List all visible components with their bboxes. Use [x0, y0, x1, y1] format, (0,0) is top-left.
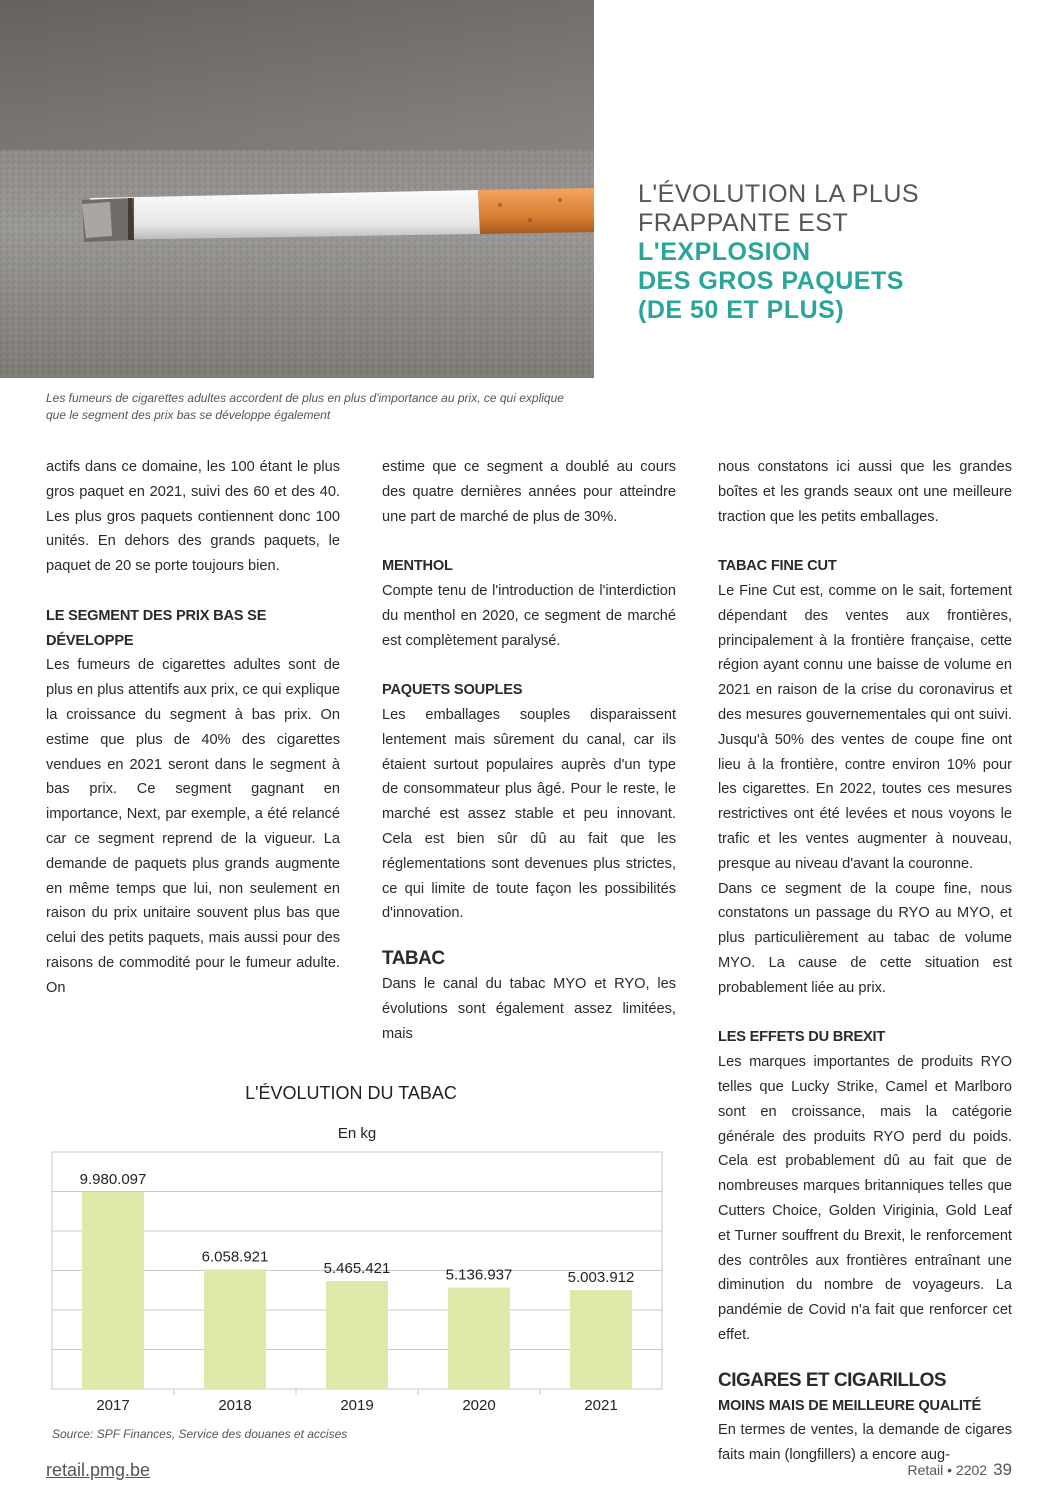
photo-caption: Les fumeurs de cigarettes adultes accordent de plus en plus d'importance au prix, ce qui explique que le segment des prix bas se développe également	[46, 391, 564, 422]
data-label: 5.136.937	[445, 1266, 513, 1284]
data-label: 5.465.421	[323, 1260, 391, 1278]
section-heading-prix-bas	[46, 604, 340, 654]
paragraph: estime que ce segment a doublé au cours des quatre dernières années pour atteindre une part de marché de plus de 30%.	[382, 459, 676, 525]
data-label: 5.003.912	[567, 1269, 635, 1287]
bar	[326, 1281, 388, 1389]
x-tick-label: 2019	[340, 1397, 374, 1414]
chart-source: Source: SPF Finances, Service des douanes et accises	[52, 1427, 348, 1441]
pull-quote-highlight: DES GROS PAQUETS	[638, 267, 904, 295]
chart-svg	[46, 1072, 676, 1422]
paragraph: Le Fine Cut est, comme on le sait, fortement dépendant des ventes aux frontières, principalement à la frontière française, cette région ayant connu une baisse de volume en 2021 en raison de la crise du coronavirus et des mesures gouvernementales qui ont suivi. Jusqu'à 50% des ventes de coupe fine ont lieu à la frontière, contre environ 10% pour les cigarettes. En 2022, toutes ces mesures restrictives ont été levées et nous voyons le trafic et les ventes augmenter à nouveau, presque au niveau d'avant la couronne.	[718, 582, 1012, 872]
paragraph: En termes de ventes, la demande de cigares faits main (longfillers) a encore aug-	[718, 1422, 1012, 1464]
subheading-qualite: MOINS MAIS DE MEILLEURE QUALITÉ	[718, 1397, 981, 1414]
heading-line: LE SEGMENT DES PRIX BAS SE	[46, 607, 267, 624]
section-heading-tabac: TABAC	[382, 948, 445, 970]
chart-subtitle: En kg	[337, 1125, 377, 1142]
cigarette-photo	[0, 0, 594, 378]
chart-title: L'ÉVOLUTION DU TABAC	[245, 1083, 457, 1103]
section-heading-brexit: LES EFFETS DU BREXIT	[718, 1029, 886, 1046]
section-heading-cigares: CIGARES ET CIGARILLOS	[718, 1369, 947, 1391]
paragraph: Les emballages souples disparaissent lentement mais sûrement du canal, car ils étaient surtout populaires auprès d'un type de consommateur plus âgé. Pour le reste, le marché est assez stable et peu innovant. Cela est bien sûr dû au fait que les réglementations sont devenues plus strictes, ce qui limite de toute façon les possibilités d'innovation.	[382, 706, 676, 922]
paragraph: Compte tenu de l'introduction de l'interdiction du menthol en 2020, ce segment de marché est complètement paralysé.	[382, 582, 676, 649]
section-heading-menthol: MENTHOL	[382, 558, 453, 575]
section-heading-paquets-souples: PAQUETS SOUPLES	[382, 682, 523, 699]
pull-quote-line: FRAPPANTE EST	[638, 209, 849, 237]
bar	[204, 1269, 266, 1389]
x-tick-label: 2018	[218, 1397, 252, 1414]
pull-quote-line: L'ÉVOLUTION LA PLUS	[638, 180, 920, 208]
paragraph: Les marques importantes de produits RYO telles que Lucky Strike, Camel et Marlboro sont en croissance, mais la catégorie générale des produits RYO perd du poids. Cela est probablement dû au fait que de nombreuses marques britanniques telles que Cutters Choice, Golden Viriginia, Gold Leaf et Turner souffrent du Brexit, le renforcement des contrôles aux frontières entraînant une diminution du nombre de voyageurs. La pandémie de Covid n'a fait que renforcer cet effet.	[718, 1054, 1012, 1343]
paragraph: Dans le canal du tabac MYO et RYO, les évolutions sont également assez limitées, mais	[382, 976, 676, 1042]
pull-quote-highlight: L'EXPLOSION	[638, 238, 811, 266]
paragraph: Les fumeurs de cigarettes adultes sont de plus en plus attentifs aux prix, ce qui explique la croissance du segment à bas prix. On estime que plus de 40% des cigarettes vendues en 2021 seront dans le segment à bas prix. Ce segment gagnant en importance, Next, par exemple, a été relancé car ce segment reprend de la vigueur. La demande de paquets plus grands augmente en même temps que lui, non seulement en raison du prix unitaire souvent plus bas que celui des petits paquets, mais aussi pour des raisons de commodité pour le fumeur adulte. On	[46, 657, 340, 996]
article-column-3	[718, 455, 1012, 1468]
bar	[82, 1192, 144, 1389]
article-column-1	[46, 455, 340, 1001]
data-label: 6.058.921	[201, 1248, 269, 1266]
bar	[570, 1290, 632, 1389]
issue-label: Retail • 2202	[907, 1462, 988, 1478]
section-heading-fine-cut: TABAC FINE CUT	[718, 558, 837, 575]
data-label: 9.980.097	[79, 1170, 147, 1188]
x-tick-label: 2020	[462, 1397, 496, 1414]
paragraph: Dans ce segment de la coupe fine, nous constatons un passage du RYO au MYO, et plus particulièrement au tabac de volume MYO. La cause de cette situation est probablement liée au prix.	[718, 880, 1012, 996]
footer-issue	[907, 1460, 1012, 1480]
paragraph: nous constatons ici aussi que les grandes boîtes et les grands seaux ont une meilleure traction que les petits emballages.	[718, 459, 1012, 525]
bar	[448, 1288, 510, 1389]
footer-site-link[interactable]: retail.pmg.be	[46, 1460, 151, 1480]
x-tick-label: 2017	[96, 1397, 130, 1414]
tabac-bar-chart	[46, 1072, 676, 1432]
pull-quote	[638, 180, 1038, 325]
pull-quote-highlight: (DE 50 ET PLUS)	[638, 296, 845, 324]
x-tick-label: 2021	[584, 1397, 618, 1414]
heading-line: DÉVELOPPE	[46, 632, 134, 649]
paragraph: actifs dans ce domaine, les 100 étant le plus gros paquet en 2021, suivi des 60 et des 40. Les plus gros paquets contiennent donc 100 unités. En dehors des grands paquets, le paquet de 20 se porte toujours bien.	[46, 459, 340, 575]
article-column-2	[382, 455, 676, 1047]
page-number: 39	[993, 1460, 1012, 1479]
